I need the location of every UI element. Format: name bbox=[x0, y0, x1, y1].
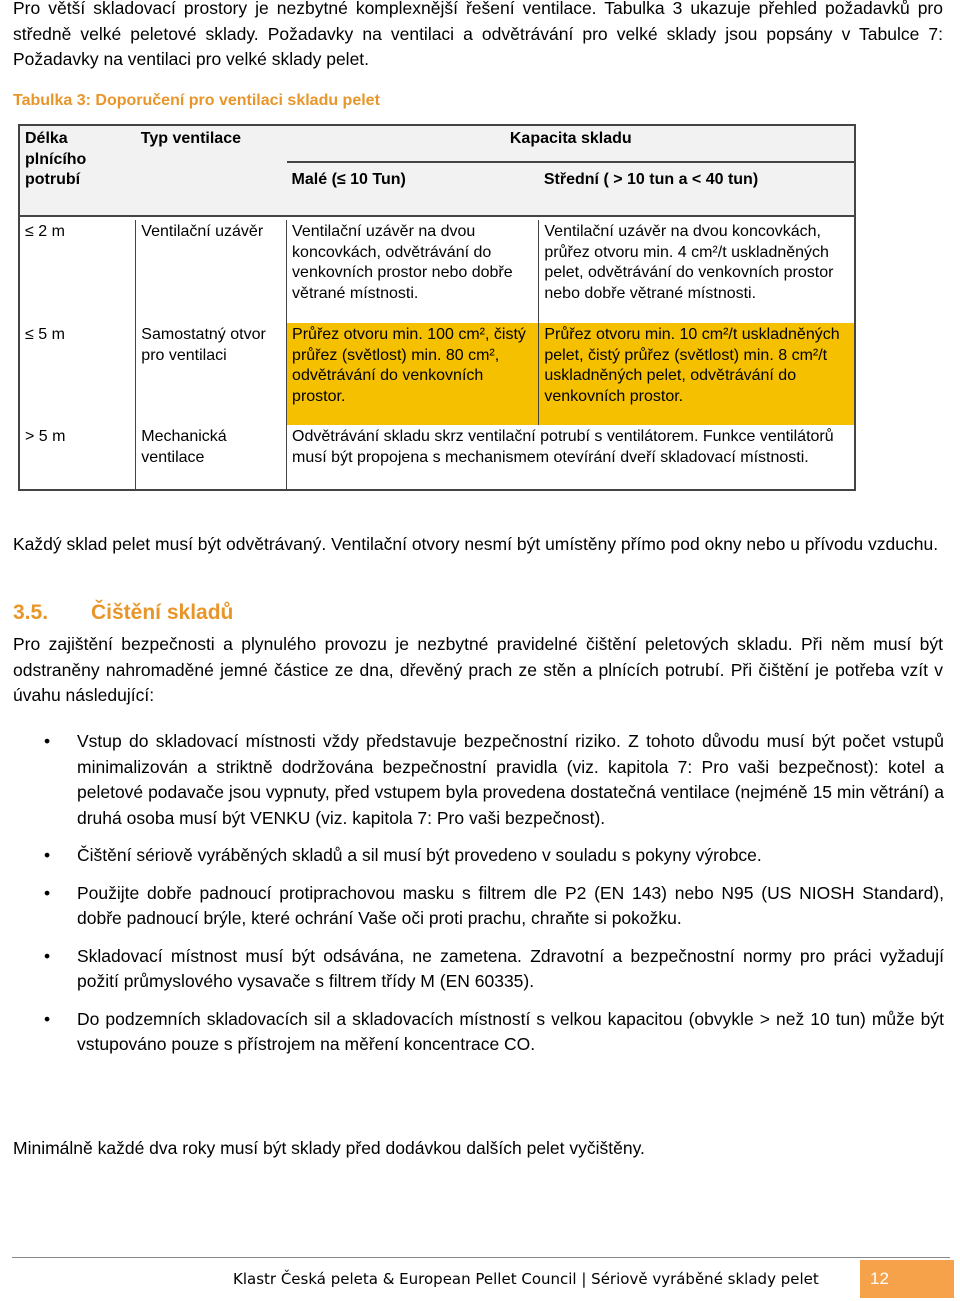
closing-paragraph: Minimálně každé dva roky musí být sklady před dodávkou dalších pelet vyčištěny. bbox=[13, 1138, 645, 1158]
bullet-icon: • bbox=[44, 882, 51, 903]
row3-type: Mechanická ventilace bbox=[136, 425, 287, 490]
table-row bbox=[19, 220, 855, 323]
footer-text: Klastr Česká peleta & European Pellet Council | Sériově vyráběné sklady pelet bbox=[233, 1270, 819, 1288]
header-length: Délka plnícího potrubí bbox=[19, 125, 136, 216]
list-item: • Čištění sériově vyráběných skladů a sil musí být provedeno v souladu s pokyny výrobce. bbox=[0, 843, 944, 869]
section-title: Čištění skladů bbox=[91, 601, 234, 624]
row3-length: > 5 m bbox=[19, 425, 136, 490]
page-number: 12 bbox=[860, 1260, 954, 1298]
header-capacity: Kapacita skladu bbox=[287, 125, 855, 162]
list-item: • Použijte dobře padnoucí protiprachovou masku s filtrem dle P2 (EN 143) nebo N95 (US NIOSH Standard), dobře padnoucí brýle, které ochrání Vaše oči proti prachu, chraňte si pokožku. bbox=[44, 882, 944, 928]
intro-paragraph: Pro větší skladovací prostory je nezbytné komplexnější řešení ventilace. Tabulka 3 ukazuje přehled požadavků pro středně velké peletové sklady. Požadavky na ventilaci a odvětrávání pro velké sklady jsou popsány v Tabulce 7: Požadavky na ventilaci pro velké sklady pelet. bbox=[13, 0, 943, 69]
list-item: • Do podzemních skladovacích sil a skladovacích místností s velkou kapacitou (obvykle > než 10 tun) může být vstupováno pouze s přístrojem na měření koncentrace CO. bbox=[44, 1008, 944, 1054]
table-row bbox=[19, 425, 855, 490]
row1-type: Ventilační uzávěr bbox=[136, 220, 287, 323]
row2-type: Samostatný otvor pro ventilaci bbox=[136, 323, 287, 425]
row2-length: ≤ 5 m bbox=[19, 323, 136, 425]
bullet-icon: • bbox=[44, 1008, 51, 1029]
row3-combined: Odvětrávání skladu skrz ventilační potrubí s ventilátorem. Funkce ventilátorů musí být propojena s mechanismem otevírání dveří skladovací místnosti. bbox=[292, 428, 834, 466]
row1-medium: Ventilační uzávěr na dvou koncovkách, průřez otvoru min. 4 cm²/t uskladněných pelet, odvětrávání do venkovních prostor nebo dobře větrané místnosti. bbox=[544, 223, 834, 302]
header-small: Malé (≤ 10 Tun) bbox=[287, 162, 539, 216]
after-table-paragraph: Každý sklad pelet musí být odvětrávaný. Ventilační otvory nesmí být umístěny přímo pod okny nebo u přívodu vzduchu. bbox=[13, 534, 939, 554]
bullet-icon: • bbox=[44, 945, 51, 966]
section-number: 3.5. bbox=[13, 601, 49, 624]
row1-small: Ventilační uzávěr na dvou koncovkách, odvětrávání do venkovních prostor nebo dobře větrané místnosti. bbox=[287, 220, 539, 323]
table-header-row bbox=[19, 125, 855, 162]
footer-divider bbox=[12, 1257, 950, 1258]
table-caption: Tabulka 3: Doporučení pro ventilaci skladu pelet bbox=[13, 92, 380, 109]
list-item: • Vstup do skladovací místnosti vždy představuje bezpečnostní riziko. Z tohoto důvodu musí být počet vstupů minimalizován a striktně dodržována bezpečnostní pravidla (viz. kapitola 7: Pro vaši bezpečnost): kotel a peletové podavače jsou vypnuty, před vstupem byla provedena dostatečná ventilace (nejméně 15 min větrání) a druhá osoba musí být VENKU (viz. kapitola 7: Pro vaši bezpečnost). bbox=[44, 731, 944, 828]
row2-small: Průřez otvoru min. 100 cm², čistý průřez (světlost) min. 80 cm², odvětrávání do venkovních prostor. bbox=[287, 323, 539, 425]
row2-medium: Průřez otvoru min. 10 cm²/t uskladněných pelet, čistý průřez (světlost) min. 8 cm²/t uskladněných pelet, odvětrávání do venkovních prostor. bbox=[539, 323, 855, 425]
ventilation-table bbox=[18, 124, 856, 491]
header-medium: Střední ( > 10 tun a < 40 tun) bbox=[539, 162, 855, 216]
bullet-list bbox=[0, 729, 944, 1070]
bullet-icon: • bbox=[44, 731, 51, 751]
section-heading bbox=[13, 601, 233, 625]
header-type: Typ ventilace bbox=[136, 125, 287, 216]
table-row bbox=[19, 323, 855, 425]
row1-length: ≤ 2 m bbox=[19, 220, 136, 323]
list-item: • Skladovací místnost musí být odsávána, ne zametena. Zdravotní a bezpečnostní normy pro práci vyžadují požití průmyslového vysavače s filtrem třídy M (EN 60335). bbox=[44, 945, 944, 991]
section-paragraph: Pro zajištění bezpečnosti a plynulého provozu je nezbytné pravidelné čištění peletových skladu. Při něm musí být odstraněny nahromaděné jemné částice ze dna, dřevěný prach ze stěn a plnících potrubí. Při čištění je potřeba vzít v úvahu následující: bbox=[13, 634, 943, 705]
bullet-icon: • bbox=[44, 845, 51, 865]
